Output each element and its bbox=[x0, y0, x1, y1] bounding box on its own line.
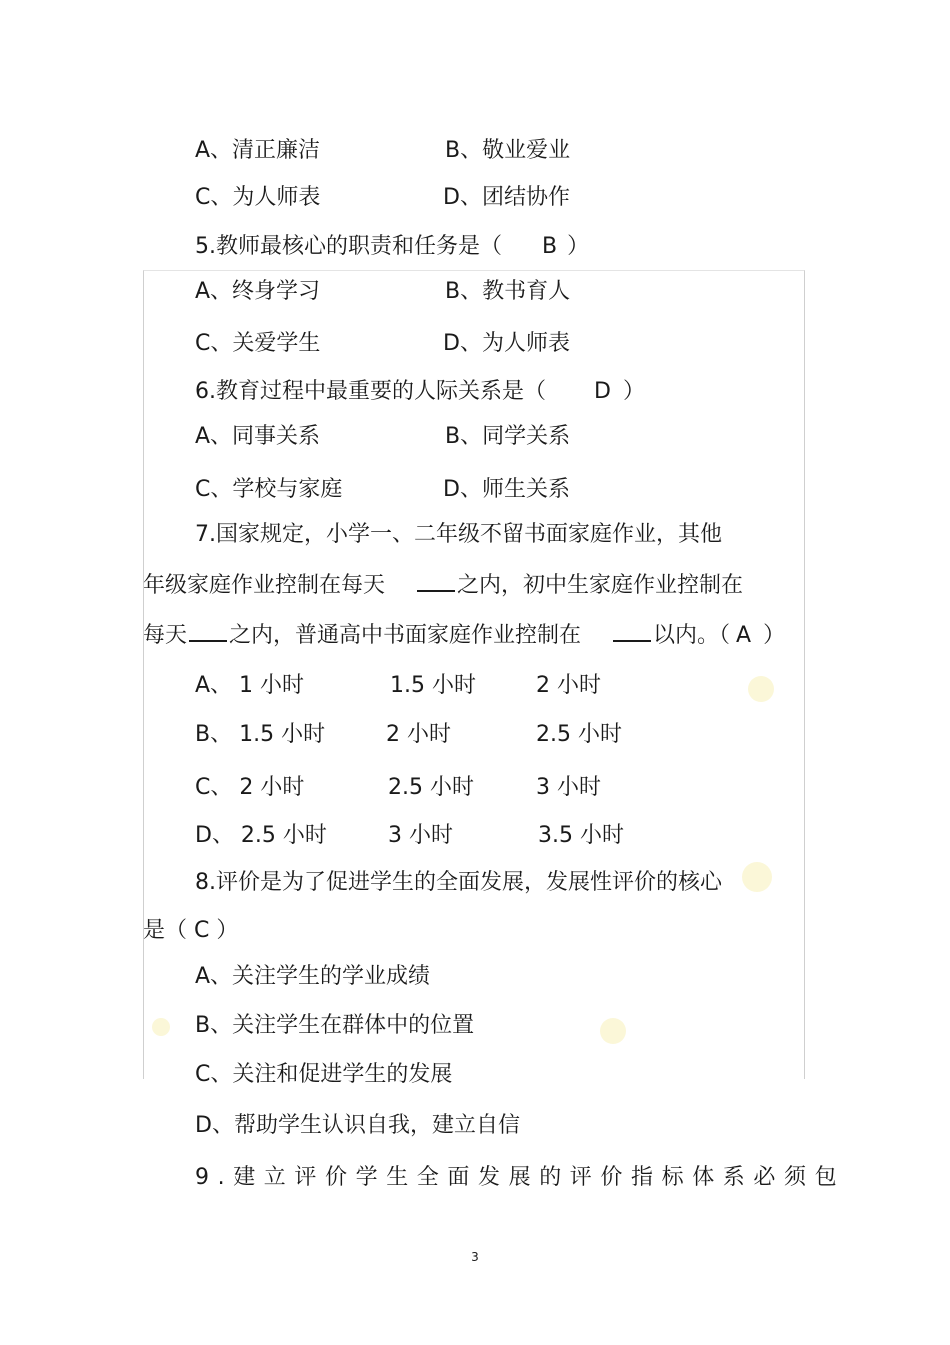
q7-line3-b: 之内，普通高中书面家庭作业控制在 bbox=[229, 623, 582, 648]
q6-option-a: A、同事关系 bbox=[195, 424, 321, 449]
q6-option-d: D、师生关系 bbox=[443, 477, 570, 502]
q5-option-a: A、终身学习 bbox=[195, 279, 321, 304]
q6-option-b: B、同学关系 bbox=[445, 424, 571, 449]
q6-stem: 6.教育过程中最重要的人际关系是（ bbox=[195, 379, 546, 404]
q7-option-c-v2: 2.5 小时 bbox=[388, 775, 474, 800]
q4-option-b: B、敬业爱业 bbox=[445, 138, 571, 163]
q7-option-a: A、 1 小时 bbox=[195, 673, 305, 698]
page-number: 3 bbox=[471, 1250, 479, 1264]
q7-option-b: B、 1.5 小时 bbox=[195, 722, 326, 747]
q7-option-d: D、 2.5 小时 bbox=[195, 823, 327, 848]
q4-option-d: D、团结协作 bbox=[443, 185, 570, 210]
q7-line2 bbox=[143, 570, 743, 601]
q5-answer: B bbox=[542, 234, 558, 259]
background-speck bbox=[742, 862, 772, 892]
answer-blank bbox=[189, 620, 227, 642]
q5-option-b: B、教书育人 bbox=[445, 279, 571, 304]
q7-line2-b: 之内，初中生家庭作业控制在 bbox=[457, 573, 744, 598]
q4-option-c: C、为人师表 bbox=[195, 185, 321, 210]
q9-line1: 9.建立评价学生全面发展的评价指标体系必须包 bbox=[195, 1165, 846, 1190]
q4-option-a: A、清正廉洁 bbox=[195, 138, 321, 163]
q7-answer: A bbox=[736, 623, 752, 648]
answer-blank bbox=[613, 620, 651, 642]
q8-option-d: D、帮助学生认识自我，建立自信 bbox=[195, 1113, 520, 1138]
background-speck bbox=[152, 1018, 170, 1036]
q5-question bbox=[195, 232, 589, 262]
q6-answer: D bbox=[594, 379, 611, 404]
q8-option-c: C、关注和促进学生的发展 bbox=[195, 1062, 453, 1087]
q7-line2-a: 年级家庭作业控制在每天 bbox=[143, 573, 386, 598]
answer-blank bbox=[417, 570, 455, 592]
background-speck bbox=[748, 676, 774, 702]
q7-option-a-v2: 1.5 小时 bbox=[390, 673, 476, 698]
q7-option-c-v3: 3 小时 bbox=[536, 775, 601, 800]
q8-option-a: A、关注学生的学业成绩 bbox=[195, 964, 431, 989]
q7-option-c: C、 2 小时 bbox=[195, 775, 305, 800]
q5-close: ） bbox=[567, 234, 590, 259]
q6-option-c: C、学校与家庭 bbox=[195, 477, 343, 502]
background-speck bbox=[600, 1018, 626, 1044]
q7-line1: 7.国家规定，小学一、二年级不留书面家庭作业，其他 bbox=[195, 522, 722, 547]
q7-line3-a: 每天 bbox=[143, 623, 188, 648]
q8-line2: 是（ C ） bbox=[143, 918, 239, 943]
q5-stem: 5.教师最核心的职责和任务是（ bbox=[195, 234, 502, 259]
q8-line1: 8.评价是为了促进学生的全面发展，发展性评价的核心 bbox=[195, 870, 722, 895]
q7-close: ） bbox=[763, 623, 786, 648]
q7-line3 bbox=[143, 620, 785, 651]
q7-option-b-v2: 2 小时 bbox=[386, 722, 451, 747]
q5-option-d: D、为人师表 bbox=[443, 331, 570, 356]
q7-option-b-v3: 2.5 小时 bbox=[536, 722, 622, 747]
q7-line3-c: 以内。（ bbox=[653, 623, 731, 648]
q6-close: ） bbox=[622, 379, 645, 404]
q5-option-c: C、关爱学生 bbox=[195, 331, 321, 356]
q7-option-a-v3: 2 小时 bbox=[536, 673, 601, 698]
q8-option-b: B、关注学生在群体中的位置 bbox=[195, 1013, 475, 1038]
q7-option-d-v2: 3 小时 bbox=[388, 823, 453, 848]
q7-option-d-v3: 3.5 小时 bbox=[538, 823, 624, 848]
q6-question bbox=[195, 377, 645, 407]
